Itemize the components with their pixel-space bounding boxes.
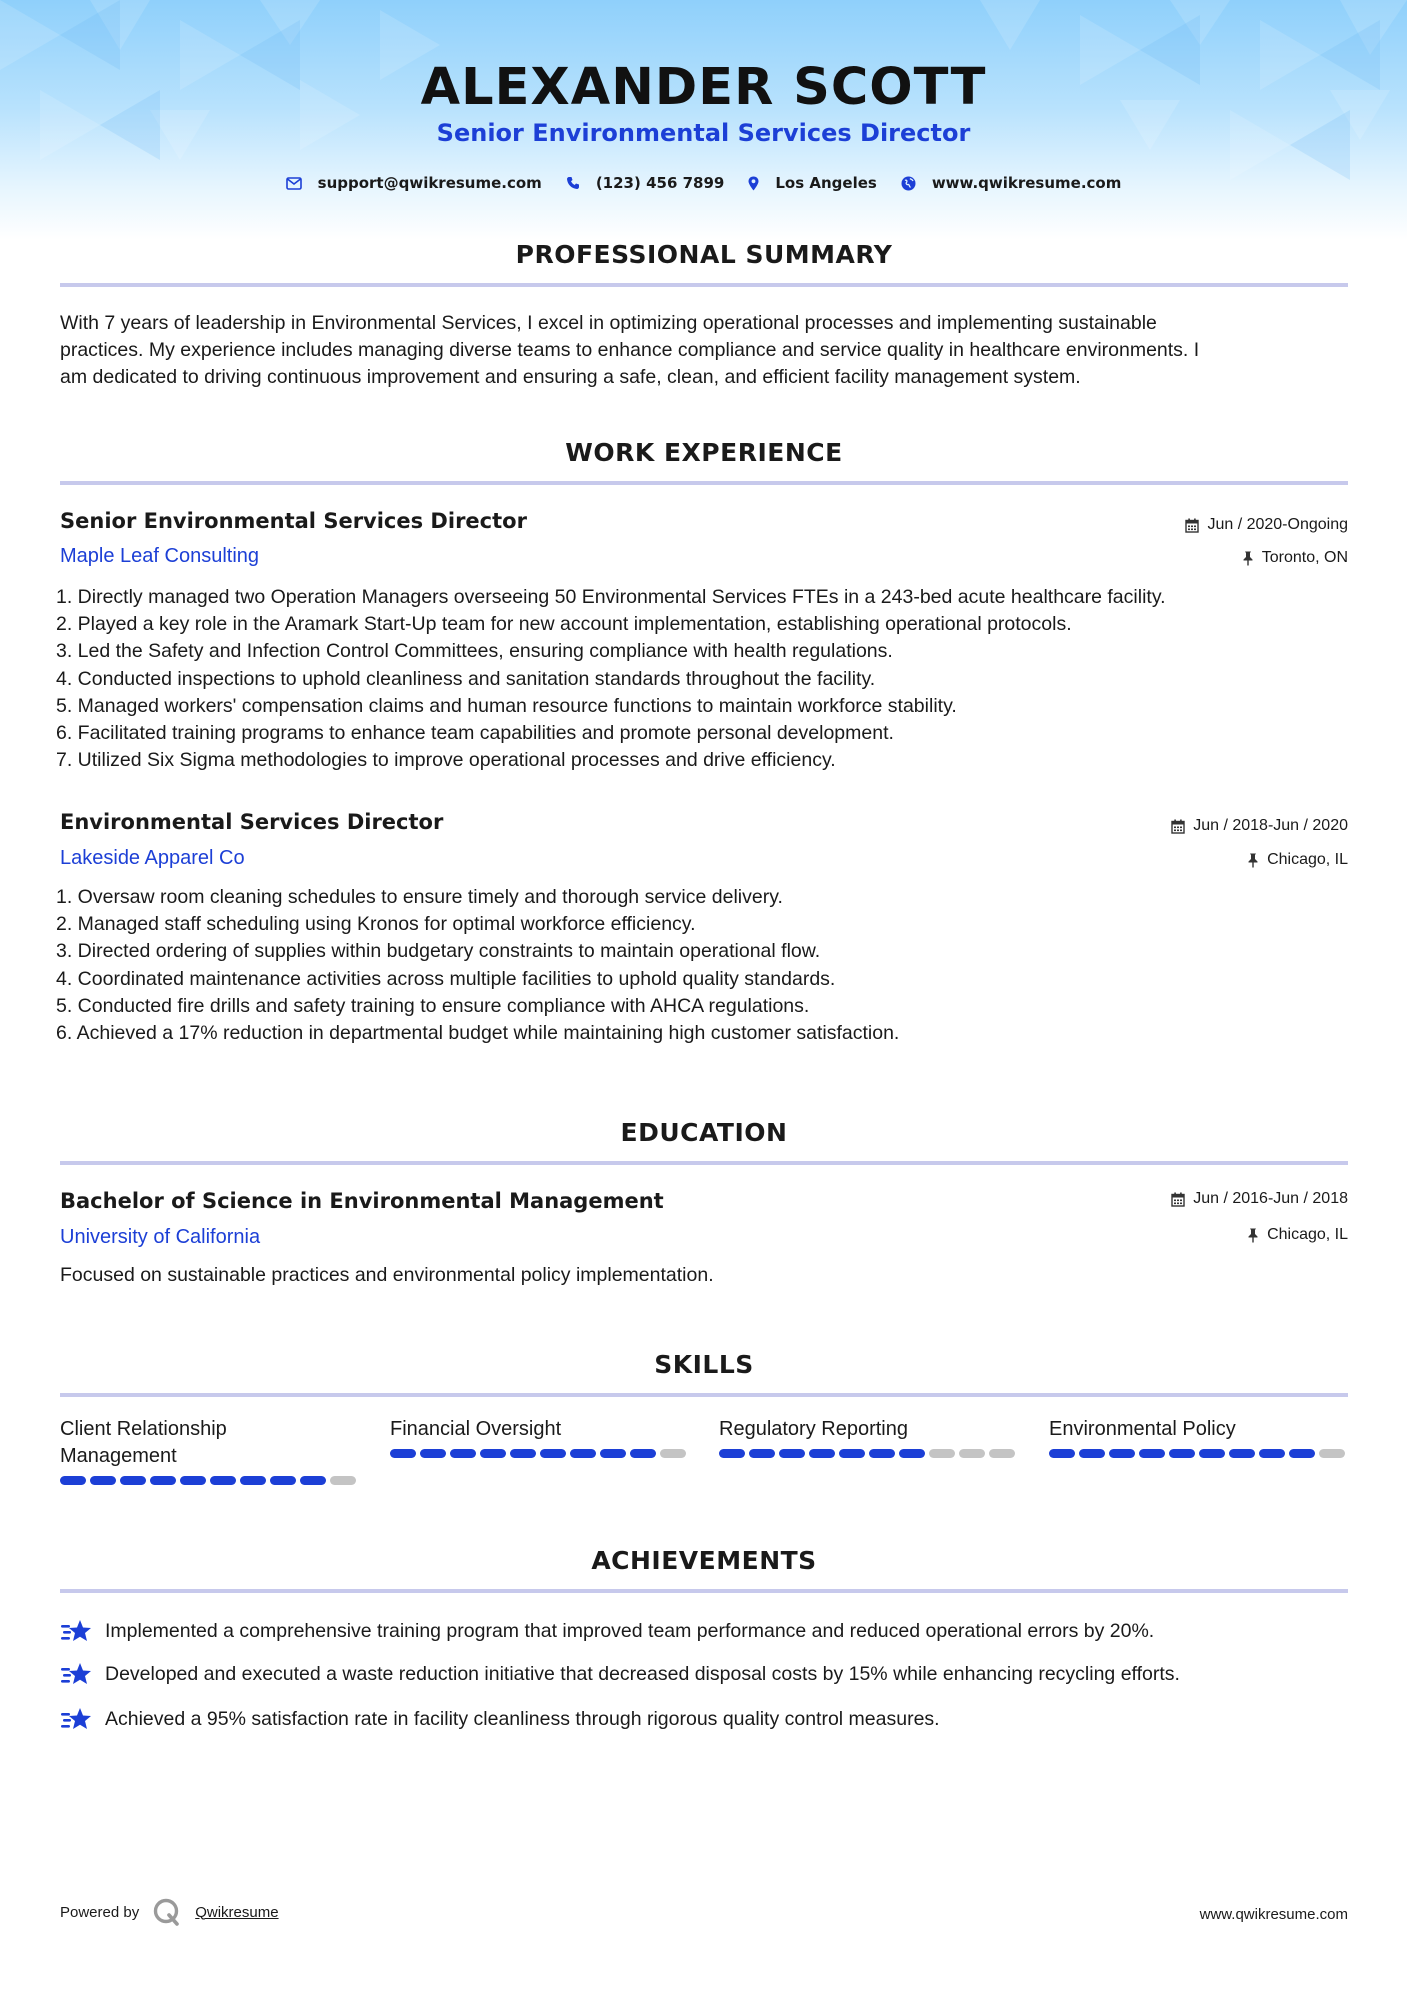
degree-title: Bachelor of Science in Environmental Management <box>60 1189 664 1213</box>
bullet-item: 5. Managed workers' compensation claims and human resource functions to maintain workforce stability. <box>56 694 957 717</box>
envelope-icon <box>286 177 302 190</box>
calendar-icon <box>1185 518 1199 533</box>
summary-line: practices. My experience includes managing diverse teams to enhance compliance and service quality in healthcare environments. I <box>60 339 1200 361</box>
achievement-item <box>60 1617 1154 1645</box>
job-dates-text: Jun / 2020-Ongoing <box>1207 516 1348 533</box>
candidate-name: ALEXANDER SCOTT <box>420 58 987 117</box>
powered-by-label: Powered by <box>60 1903 140 1921</box>
map-pin-icon <box>748 176 759 191</box>
school-name[interactable]: University of California <box>60 1226 261 1248</box>
skill-level-segment <box>150 1476 176 1485</box>
skill-level-segment <box>899 1449 925 1458</box>
pushpin-icon <box>1247 853 1259 868</box>
skill-level-segment <box>630 1449 656 1458</box>
resume-header <box>0 0 1407 240</box>
skill-level-bar <box>719 1449 1019 1458</box>
skill-level-segment <box>330 1476 356 1485</box>
job-location <box>1247 851 1348 869</box>
bullet-item: 5. Conducted fire drills and safety training to ensure compliance with AHCA regulations. <box>56 994 810 1017</box>
skill-level-segment <box>779 1449 805 1458</box>
contact-email-text: support@qwikresume.com <box>317 174 542 192</box>
contact-location-text: Los Angeles <box>775 174 877 192</box>
contact-website[interactable] <box>901 174 1122 192</box>
skill-level-segment <box>480 1449 506 1458</box>
skill-level-segment <box>600 1449 626 1458</box>
contact-row <box>0 174 1407 192</box>
skill-level-segment <box>929 1449 955 1458</box>
pushpin-icon <box>1247 1228 1259 1243</box>
star-achievement-icon <box>60 1705 93 1733</box>
calendar-icon <box>1171 819 1185 834</box>
contact-location <box>748 174 876 192</box>
skill-level-segment <box>1109 1449 1135 1458</box>
contact-phone-text: (123) 456 7899 <box>595 174 725 192</box>
education-dates-text: Jun / 2016-Jun / 2018 <box>1193 1190 1348 1207</box>
skill-level-segment <box>240 1476 266 1485</box>
education-dates <box>1171 1190 1348 1208</box>
summary-line: am dedicated to driving continuous improvement and ensuring a safe, clean, and efficient facility management system. <box>60 366 1081 388</box>
achievements-heading: ACHIEVEMENTS <box>591 1546 817 1575</box>
skill-level-segment <box>989 1449 1015 1458</box>
skill-item <box>1049 1416 1349 1458</box>
candidate-title: Senior Environmental Services Director <box>436 119 971 147</box>
education-divider <box>60 1161 1348 1165</box>
calendar-icon <box>1171 1192 1185 1207</box>
job-title: Environmental Services Director <box>60 810 444 834</box>
skill-level-segment <box>660 1449 686 1458</box>
summary-text <box>60 310 1350 391</box>
pushpin-icon <box>1242 551 1254 566</box>
education-location-text: Chicago, IL <box>1267 1226 1348 1243</box>
star-achievement-icon <box>60 1660 93 1688</box>
job-location <box>1242 549 1348 567</box>
experience-divider <box>60 481 1348 485</box>
contact-website-text: www.qwikresume.com <box>931 174 1122 192</box>
skill-level-segment <box>1169 1449 1195 1458</box>
phone-icon <box>566 176 580 190</box>
globe-icon <box>901 176 916 191</box>
skill-level-segment <box>1139 1449 1165 1458</box>
bullet-item: 4. Conducted inspections to uphold cleanliness and sanitation standards throughout the facility. <box>56 667 876 690</box>
skill-level-segment <box>450 1449 476 1458</box>
experience-heading: WORK EXPERIENCE <box>565 438 843 467</box>
bullet-item: 2. Played a key role in the Aramark Start-Up team for new account implementation, establishing operational protocols. <box>56 613 1072 636</box>
skill-level-bar <box>1049 1449 1349 1458</box>
skill-level-segment <box>90 1476 116 1485</box>
bullet-item: 6. Achieved a 17% reduction in departmental budget while maintaining high customer satisfaction. <box>56 1022 900 1045</box>
job-dates-text: Jun / 2018-Jun / 2020 <box>1193 817 1348 834</box>
skill-level-segment <box>270 1476 296 1485</box>
education-description: Focused on sustainable practices and environmental policy implementation. <box>60 1264 714 1286</box>
achievement-text: Achieved a 95% satisfaction rate in facility cleanliness through rigorous quality control measures. <box>105 1707 940 1730</box>
bullet-item: 3. Directed ordering of supplies within budgetary constraints to maintain operational flow. <box>56 940 821 963</box>
skill-name <box>60 1416 360 1470</box>
skill-level-segment <box>1199 1449 1225 1458</box>
skill-level-segment <box>719 1449 745 1458</box>
skill-level-segment <box>1319 1449 1345 1458</box>
achievement-text: Implemented a comprehensive training program that improved team performance and reduced operational errors by 20%. <box>105 1619 1155 1642</box>
job-location-text: Toronto, ON <box>1261 549 1348 566</box>
skill-level-segment <box>60 1476 86 1485</box>
skill-name-line: Regulatory Reporting <box>719 1418 908 1440</box>
skill-level-segment <box>839 1449 865 1458</box>
skill-level-segment <box>120 1476 146 1485</box>
bullet-item: 4. Coordinated maintenance activities across multiple facilities to uphold quality standards. <box>56 967 836 990</box>
bullet-item: 2. Managed staff scheduling using Kronos for optimal workforce efficiency. <box>56 913 696 936</box>
bullet-item: 1. Directly managed two Operation Managers overseeing 50 Environmental Services FTEs in a 243-bed acute healthcare facility. <box>56 586 1166 608</box>
skills-divider <box>60 1393 1348 1397</box>
education-heading: EDUCATION <box>620 1118 788 1147</box>
skill-level-segment <box>749 1449 775 1458</box>
qwikresume-logo-icon <box>153 1898 181 1926</box>
company-name[interactable]: Lakeside Apparel Co <box>60 847 245 869</box>
job-bullets <box>56 884 1356 1047</box>
skill-name-line: Client Relationship <box>60 1418 227 1440</box>
skill-item <box>390 1416 690 1458</box>
skill-level-segment <box>300 1476 326 1485</box>
skills-heading: SKILLS <box>654 1350 754 1379</box>
achievements-divider <box>60 1589 1348 1593</box>
skill-level-segment <box>1229 1449 1255 1458</box>
skill-name-line: Environmental Policy <box>1049 1418 1236 1440</box>
skill-name <box>1049 1416 1349 1443</box>
qwikresume-link[interactable]: Qwikresume <box>195 1903 279 1921</box>
skill-level-segment <box>1079 1449 1105 1458</box>
bullet-item: 7. Utilized Six Sigma methodologies to improve operational processes and drive efficiency. <box>56 749 836 772</box>
job-bullets <box>56 584 1356 774</box>
skill-item <box>719 1416 1019 1458</box>
summary-divider <box>60 283 1348 287</box>
achievement-item <box>60 1705 940 1733</box>
skill-level-segment <box>809 1449 835 1458</box>
achievement-text: Developed and executed a waste reduction initiative that decreased disposal costs by 15% while enhancing recycling efforts. <box>105 1662 1180 1685</box>
education-location <box>1247 1226 1348 1244</box>
job-title: Senior Environmental Services Director <box>60 509 527 533</box>
footer-website[interactable]: www.qwikresume.com <box>1199 1906 1348 1923</box>
skill-name <box>719 1416 1019 1443</box>
skill-level-segment <box>1289 1449 1315 1458</box>
skill-level-segment <box>540 1449 566 1458</box>
skill-level-segment <box>1259 1449 1285 1458</box>
company-name[interactable]: Maple Leaf Consulting <box>60 545 260 567</box>
bullet-item: 6. Facilitated training programs to enhance team capabilities and promote personal development. <box>56 722 894 745</box>
skill-name <box>390 1416 690 1443</box>
skill-level-segment <box>869 1449 895 1458</box>
achievement-item <box>60 1660 1180 1688</box>
summary-heading: PROFESSIONAL SUMMARY <box>515 240 893 269</box>
star-achievement-icon <box>60 1617 93 1645</box>
job-dates <box>1171 817 1348 835</box>
contact-email[interactable] <box>286 174 542 192</box>
skill-level-segment <box>1049 1449 1075 1458</box>
job-location-text: Chicago, IL <box>1267 851 1348 868</box>
skill-item <box>60 1416 360 1485</box>
skill-level-segment <box>390 1449 416 1458</box>
job-dates <box>1185 516 1348 534</box>
skill-level-segment <box>420 1449 446 1458</box>
skill-level-bar <box>60 1476 360 1485</box>
skill-level-segment <box>210 1476 236 1485</box>
skill-level-segment <box>180 1476 206 1485</box>
skill-level-segment <box>959 1449 985 1458</box>
skill-name-line: Financial Oversight <box>390 1418 562 1440</box>
bullet-item: 1. Oversaw room cleaning schedules to ensure timely and thorough service delivery. <box>56 886 783 908</box>
skill-level-segment <box>570 1449 596 1458</box>
skill-level-segment <box>510 1449 536 1458</box>
contact-phone[interactable] <box>566 174 725 192</box>
skill-name-line: Management <box>60 1445 177 1467</box>
skill-level-bar <box>390 1449 690 1458</box>
footer-powered-by <box>60 1898 279 1926</box>
summary-line: With 7 years of leadership in Environmental Services, I excel in optimizing operational processes and implementing sustainable <box>60 312 1157 334</box>
bullet-item: 3. Led the Safety and Infection Control Committees, ensuring compliance with health regulations. <box>56 640 893 663</box>
